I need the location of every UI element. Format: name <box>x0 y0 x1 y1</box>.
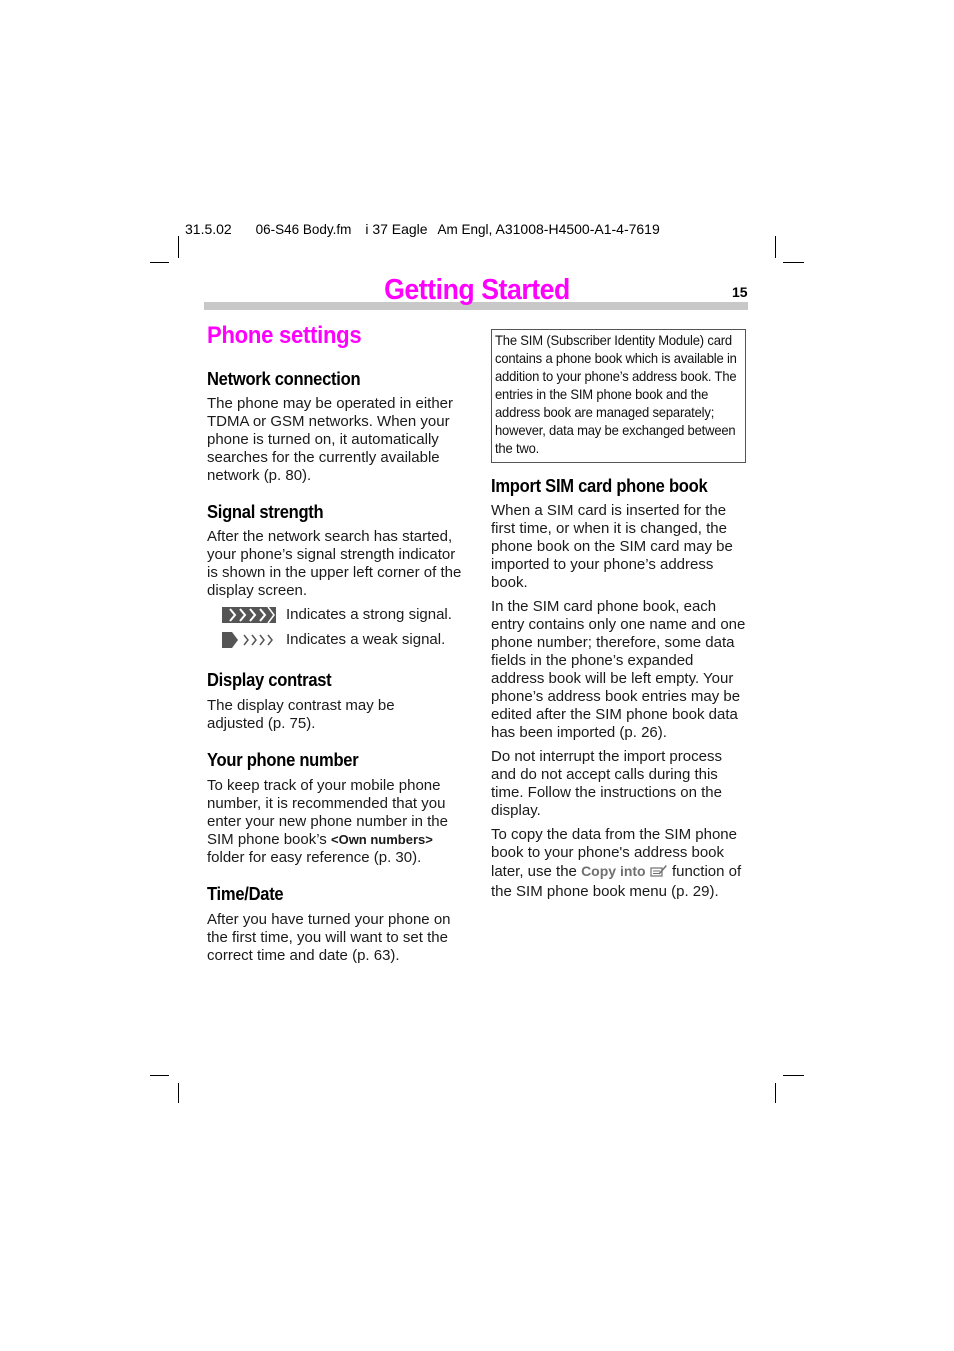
display-contrast-body: The display contrast may be adjusted (p. 75). <box>207 697 395 732</box>
weak-signal-row <box>207 627 467 652</box>
import-p4 <box>491 826 749 901</box>
crop-mark <box>783 1075 804 1076</box>
strong-signal-text: Indicates a strong signal. <box>286 606 452 623</box>
signal-strength-heading: Signal strength <box>207 502 324 522</box>
left-column <box>207 322 467 965</box>
crop-mark <box>783 262 804 263</box>
display-contrast-heading: Display contrast <box>207 670 332 690</box>
sim-box-line: the two. <box>495 440 540 456</box>
strong-signal-row <box>207 602 467 627</box>
crop-mark <box>150 1075 169 1076</box>
crop-mark <box>178 236 179 258</box>
signal-strength-body: After the network search has started, your phone’s signal strength indicator is shown in the upper left corner of the display screen. <box>207 528 462 599</box>
page-number: 15 <box>732 284 748 300</box>
import-p2: In the SIM card phone book, each entry contains only one name and one phone number; therefore, some data fields in the phone’s expanded address book will be left empty. Your phone’s address book entries may be edited after the SIM phone book data has been imported (p. 26). <box>491 598 746 741</box>
copy-into-ref: Copy into <box>581 863 646 879</box>
import-p3: Do not interrupt the import process and do not accept calls during this time. Follow the instructions on the display. <box>491 748 722 819</box>
header-lang: Am Engl <box>437 222 489 237</box>
import-p4-text-end: function of the SIM phone book menu (p. 29). <box>491 863 742 900</box>
time-date-body: After you have turned your phone on the first time, you will want to set the correct time and date (p. 63). <box>207 911 451 964</box>
import-section <box>491 476 749 901</box>
page-title: Getting Started <box>384 274 570 306</box>
your-phone-number-text-end: folder for easy reference (p. 30). <box>207 849 422 866</box>
sim-box-line: contains a phone book which is available in <box>495 350 737 366</box>
weak-signal-icon <box>222 630 286 650</box>
sim-box-line: entries in the SIM phone book and the <box>495 386 709 402</box>
weak-signal-text: Indicates a weak signal. <box>286 631 446 648</box>
crop-mark <box>178 1083 179 1103</box>
own-numbers-ref: <Own numbers> <box>330 832 433 847</box>
copy-icon <box>650 864 668 883</box>
header-file: 06-S46 Body.fm <box>255 222 352 237</box>
your-phone-number-text: To keep track of your mobile phone number, it is recommended that you enter your new phone number in the SIM phone book’s <box>207 777 448 848</box>
header-model: i 37 Eagle <box>365 221 428 237</box>
network-connection-heading: Network connection <box>207 369 361 389</box>
header-code: , A31008-H4500-A1-4-7619 <box>488 221 660 237</box>
sim-box-line: addition to your phone’s address book. The <box>495 368 737 384</box>
header-date: 31.5.02 <box>185 221 232 237</box>
crop-mark <box>775 236 776 258</box>
sim-box-line: address book are managed separately; <box>495 404 715 420</box>
sim-info-box <box>491 329 746 463</box>
section-title: Phone settings <box>207 322 362 349</box>
crop-mark <box>775 1083 776 1103</box>
sim-box-line: The SIM (Subscriber Identity Module) card <box>495 332 732 348</box>
sim-box-line: however, data may be exchanged between <box>495 422 736 438</box>
strong-signal-icon <box>222 605 286 625</box>
time-date-heading: Time/Date <box>207 884 284 904</box>
import-heading: Import SIM card phone book <box>491 476 708 496</box>
network-connection-body: The phone may be operated in either TDMA or GSM networks. When your phone is turned on, it automatically searches for the currently available network (p. 80). <box>207 395 453 484</box>
your-phone-number-body <box>207 777 465 867</box>
print-header <box>185 221 664 237</box>
import-p4-text: To copy the data from the SIM phone book to your phone's address book later, use the <box>491 826 737 880</box>
import-p1: When a SIM card is inserted for the first time, or when it is changed, the phone book on the SIM card may be imported to your phone’s address book. <box>491 502 733 591</box>
your-phone-number-heading: Your phone number <box>207 750 359 770</box>
crop-mark <box>150 262 169 263</box>
